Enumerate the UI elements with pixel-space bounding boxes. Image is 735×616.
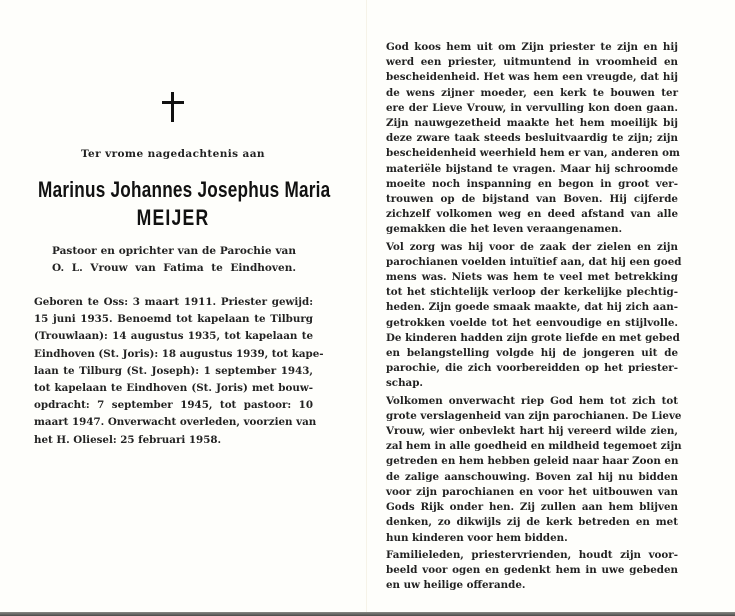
text-line: de zalige aanschouwing. Boven zal hij nu bidden	[386, 470, 678, 483]
role-line: O. L. Vrouw van Fatima te Eindhoven.	[52, 262, 296, 274]
text-line: Familieleden, priestervrienden, houdt zijn voor-	[386, 548, 678, 561]
text-line: God koos hem uit om Zijn priester te zijn en hij	[386, 41, 678, 53]
text-line: parochie, die zich voorbereidden op het priester-	[386, 362, 678, 375]
text-line: ere der Lieve Vrouw, in vervulling kon doen gaan.	[386, 101, 678, 114]
deceased-given-names: Marinus Johannes Josephus Maria	[38, 177, 331, 202]
bio-line: Eindhoven (St. Joris): 18 augustus 1939, tot kape-	[34, 347, 324, 360]
bio-line: opdracht: 7 september 1945, tot pastoor: 10	[34, 399, 313, 412]
bio-line: 15 juni 1935. Benoemd tot kapelaan te Tilburg	[34, 313, 313, 326]
in-memory-heading: Ter vrome nagedachtenis aan	[81, 148, 265, 160]
bio-line: maart 1947. Onverwacht overleden, voorzien van	[34, 416, 317, 429]
paragraph-death	[386, 394, 682, 546]
text-line: getrokken voelde tot het eenvoudige en stijlvolle.	[386, 316, 678, 329]
cross-icon	[162, 92, 184, 122]
text-line: en uw heilige offerande.	[386, 579, 526, 592]
paragraph-care	[386, 240, 682, 392]
text-line: Zijn nauwgezetheid maakte het hem moeilijk bij	[386, 117, 678, 130]
text-line: Volkomen onverwacht riep God hem tot zich tot	[386, 394, 678, 407]
left-page	[0, 0, 366, 612]
text-line: zal hem in alle goedheid en mildheid tegemoet zijn	[386, 440, 682, 453]
text-line: de wens zijner moeder, een kerk te bouwen ter	[386, 86, 678, 99]
text-line: gemakken die het leven veraangenamen.	[386, 223, 623, 236]
text-line: werd een priester, uitmuntend in vroomheid en	[386, 56, 678, 69]
bio-line: laan te Tilburg (St. Joseph): 1 september 1943,	[34, 364, 313, 377]
text-line: De kinderen hadden zijn grote liefde en met gebed	[386, 331, 680, 344]
card-bottom-edge	[0, 612, 735, 616]
text-line: en belangstelling volgde hij de jongeren uit de	[386, 347, 678, 360]
text-line: parochianen voelden intuïtief aan, dat hij een goed	[386, 255, 682, 268]
text-line: getreden en hem hebben geleid naar haar Zoon en	[386, 455, 679, 468]
text-line: voor zijn parochianen en voor het uitbouwen van	[386, 485, 678, 498]
text-line: heden. Zijn goede smaak maakte, dat hij zich aan-	[386, 301, 678, 314]
bio-line: het H. Oliesel: 25 februari 1958.	[34, 433, 222, 446]
text-line: bescheidenheid weerhield hem er van, anderen om	[386, 147, 680, 160]
bio-line: tot kapelaan te Eindhoven (St. Joris) met bouw-	[34, 382, 313, 395]
paragraph-calling	[386, 40, 678, 238]
text-line: hun kinderen voor hem bidden.	[386, 531, 568, 544]
text-line: Vrouw, wier onbevlekt hart hij vereerd wilde zien,	[386, 425, 678, 438]
text-line: schap.	[386, 377, 424, 390]
deceased-surname: MEIJER	[136, 205, 210, 230]
text-line: beeld voor ogen en gedenkt hem in uwe gebeden	[386, 563, 678, 576]
text-line: materiële bijstand te vragen. Maar hij schroomde	[386, 162, 678, 175]
text-line: trouwen op de bijstand van Boven. Hij cijferde	[386, 193, 678, 206]
text-line: zichzelf volkomen weg en deed afstand van alle	[386, 208, 678, 221]
text-line: denken, zo dikwijls zij de kerk betreden en met	[386, 516, 678, 529]
eulogy-text	[386, 40, 682, 595]
role-line: Pastoor en oprichter van de Parochie van	[52, 245, 296, 257]
role-description	[52, 243, 296, 277]
text-line: mens was. Niets was hem te veel met betrekking	[386, 271, 678, 284]
bio-line: (Trouwlaan): 14 augustus 1935, tot kapelaan te	[34, 330, 313, 343]
text-line: Gods Rijk onder hen. Zij zullen aan hem blijven	[386, 501, 678, 514]
biography	[34, 294, 324, 449]
paragraph-remembrance	[386, 548, 678, 594]
text-line: Vol zorg was hij voor de zaak der zielen en zijn	[386, 240, 678, 253]
bio-line: Geboren te Oss: 3 maart 1911. Priester gewijd:	[34, 296, 313, 308]
right-page	[366, 0, 735, 612]
text-line: bescheidenheid. Het was hem een vreugde, dat hij	[386, 71, 678, 84]
text-line: deze zware taak steeds besluitvaardig te zijn; zijn	[386, 132, 678, 145]
text-line: moeite noch inspanning en begon in groot ver-	[386, 177, 678, 190]
text-line: tot het stichtelijk verloop der kerkelijke plechtig-	[386, 286, 678, 299]
text-line: grote verslagenheid van zijn parochianen. De Lieve	[386, 409, 682, 422]
